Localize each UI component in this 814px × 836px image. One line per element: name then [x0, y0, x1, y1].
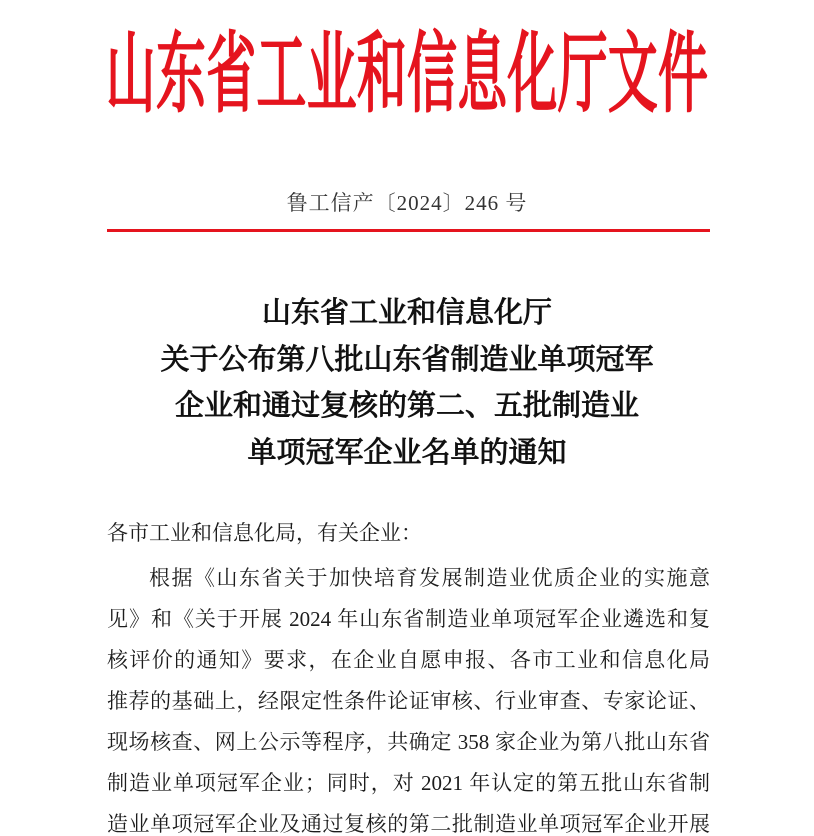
body-text-line: 推荐的基础上，经限定性条件论证审核、行业审查、专家论证、	[107, 689, 710, 713]
document-number: 鲁工信产〔2024〕246 号	[286, 191, 528, 215]
body-text-line: 见》和《关于开展 2024 年山东省制造业单项冠军企业遴选和复	[107, 607, 710, 631]
red-header-divider-line	[107, 229, 710, 232]
notice-title-line: 单项冠军企业名单的通知	[247, 436, 567, 469]
body-text-line: 造业单项冠军企业及通过复核的第二批制造业单项冠军企业开展	[107, 812, 710, 836]
body-text-line: 根据《山东省关于加快培育发展制造业优质企业的实施意	[149, 566, 710, 590]
body-text-line: 核评价的通知》要求，在企业自愿申报、各市工业和信息化局	[107, 648, 710, 672]
body-paragraph	[107, 566, 710, 836]
notice-title-line: 山东省工业和信息化厅	[261, 297, 552, 329]
body-text-line: 现场核查、网上公示等程序，共确定 358 家企业为第八批山东省	[107, 730, 710, 754]
notice-title	[0, 290, 814, 476]
notice-title-line: 企业和通过复核的第二、五批制造业	[174, 390, 639, 422]
document-issuer-header: 山东省工业和信息化厅文件	[105, 24, 709, 124]
body-text-line: 制造业单项冠军企业；同时，对 2021 年认定的第五批山东省制	[107, 771, 710, 795]
salutation: 各市工业和信息化局，有关企业：	[107, 521, 422, 545]
notice-title-line: 关于公布第八批山东省制造业单项冠军	[160, 343, 654, 376]
